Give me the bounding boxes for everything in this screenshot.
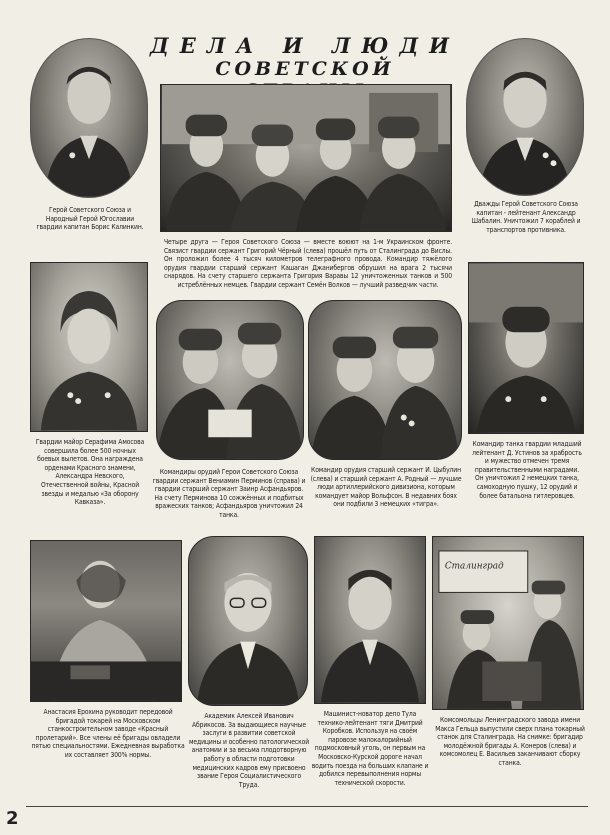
caption-ustinov: Командир танка гвардии младший лейтенант Д. Устинов за храбрость и мужество отмечен тремя правительственными наградами. Он уничтожил 2 немецких танка, самоходную пушку, 12 орудий и более батальона гитлеровцев. [472, 440, 582, 500]
portrait-academician-figure [189, 537, 307, 705]
caption-abrikosov: Академик Алексей Иванович Абрикосов. За выдающиеся научные заслуги в развитии советской медицины и особенно патологической анатомии и за весьма плодотворную работу в области подготовки медицинских кадров ему присвоено звание Героя Социалистического Труда. [188, 712, 310, 789]
photo-shabalin [466, 38, 584, 196]
two-gunners-reading-figure [157, 301, 303, 459]
caption-four-friends: Четыре друга — Героя Советского Союза — вместе воюют на 1-м Украинском фронте. Связист гвардии сержант Григорий Чёрный (слева) прошёл путь от Сталинграда до Вислы. Он проложил более 4 тысяч километров телеграфного провода. Командир тяжёлого орудия гвардии старший сержант Кашаган Джанибергов обрушил на врага 2 тысячи снарядов. На счету старшего сержанта Григория Варавы 12 уничтоженных танков и 500 истреблённых немцев. Гвардии сержант Семён Волков — лучший разведчик части. [164, 238, 452, 289]
two-workers-lathe-figure [433, 537, 583, 709]
two-sergeants-figure [309, 301, 461, 459]
photo-kalinich [30, 38, 148, 198]
photo-abrikosov [188, 536, 308, 706]
photo-ustinov [468, 262, 584, 434]
photo-tsybulin [308, 300, 462, 460]
photo-gunners [156, 300, 304, 460]
portrait-officer-figure [31, 39, 147, 197]
title-line-2: СОВЕТСКОЙ [215, 58, 395, 80]
caption-amosova: Гвардии майор Серафима Амосова совершила более 500 ночных боевых вылетов. Она награждена орденами Красного знамени, Александра Невского, Отечественной войны, Красной звезды и медалью «За оборону Кавказа». [35, 438, 145, 507]
caption-erokhina: Анастасия Ерохина руководит передовой бригадой токарей на Московском станкостроительном заводе «Красный пролетарий». Все члены её бригады овладели пятью специальностями. Ежедневная выработка их составляет 300% нормы. [31, 708, 185, 759]
caption-komsomol: Комсомольцы Ленинградского завода имени Макса Гельца выпустили сверх плана токарный станок для Сталинграда. На снимке: бригадир молодёжной бригады А. Конеров (слева) и комсомолец Е. Васильев заканчивают сборку станка. [435, 716, 585, 767]
photo-four-friends [160, 84, 452, 232]
portrait-pilot-woman-figure [31, 263, 147, 431]
portrait-tank-commander-figure [469, 263, 583, 433]
caption-shabalin: Дважды Герой Советского Союза капитан - лейтенант Александр Шабалин. Уничтожил 7 кораблей и транспортов противника. [471, 200, 581, 234]
caption-korobkov: Машинист-новатор депо Тула технико-лейтенант тяги Дмитрий Коробков. Используя на своём паровозе малокалорийный подмосковный уголь, он первым на Московско-Курской дороге начал водить поезда на больших клапане и добился перевыполнения нормы технической скорости. [311, 710, 429, 787]
photo-amosova [30, 262, 148, 432]
woman-at-lathe-figure [31, 541, 181, 701]
caption-tsybulin: Командир орудия старший сержант И. Цыбулин (слева) и старший сержант А. Родный — лучшие люди артиллерийского дивизиона, которым командует майор Вольфсон. В недавних боях они подбили 3 немецких «тигра». [310, 466, 462, 509]
banner-text-stalingrad: Сталинград [444, 561, 504, 572]
four-soldiers-figure [161, 85, 451, 231]
caption-kalinich: Герой Советского Союза и Народный Герой Югославии гвардии капитан Борис Калинкин. [36, 206, 144, 232]
photo-erokhina [30, 540, 182, 702]
bottom-rule [26, 806, 588, 807]
photo-komsomol [432, 536, 584, 710]
portrait-engineer-figure [315, 537, 425, 703]
title-line-1: ДЕЛА И ЛЮДИ [150, 33, 460, 58]
caption-gunners: Командиры орудий Герои Советского Союза гвардии сержант Вениамин Перминов (справа) и гвардии старший сержант Заинр Асфандьяров. На счету Перминова 10 сожжённых и подбитых вражеских танков; Асфандьяров уничтожил 24 танка. [152, 468, 306, 519]
page-number: 2 [6, 808, 19, 829]
portrait-captain-figure [467, 39, 583, 195]
photo-korobkov [314, 536, 426, 704]
